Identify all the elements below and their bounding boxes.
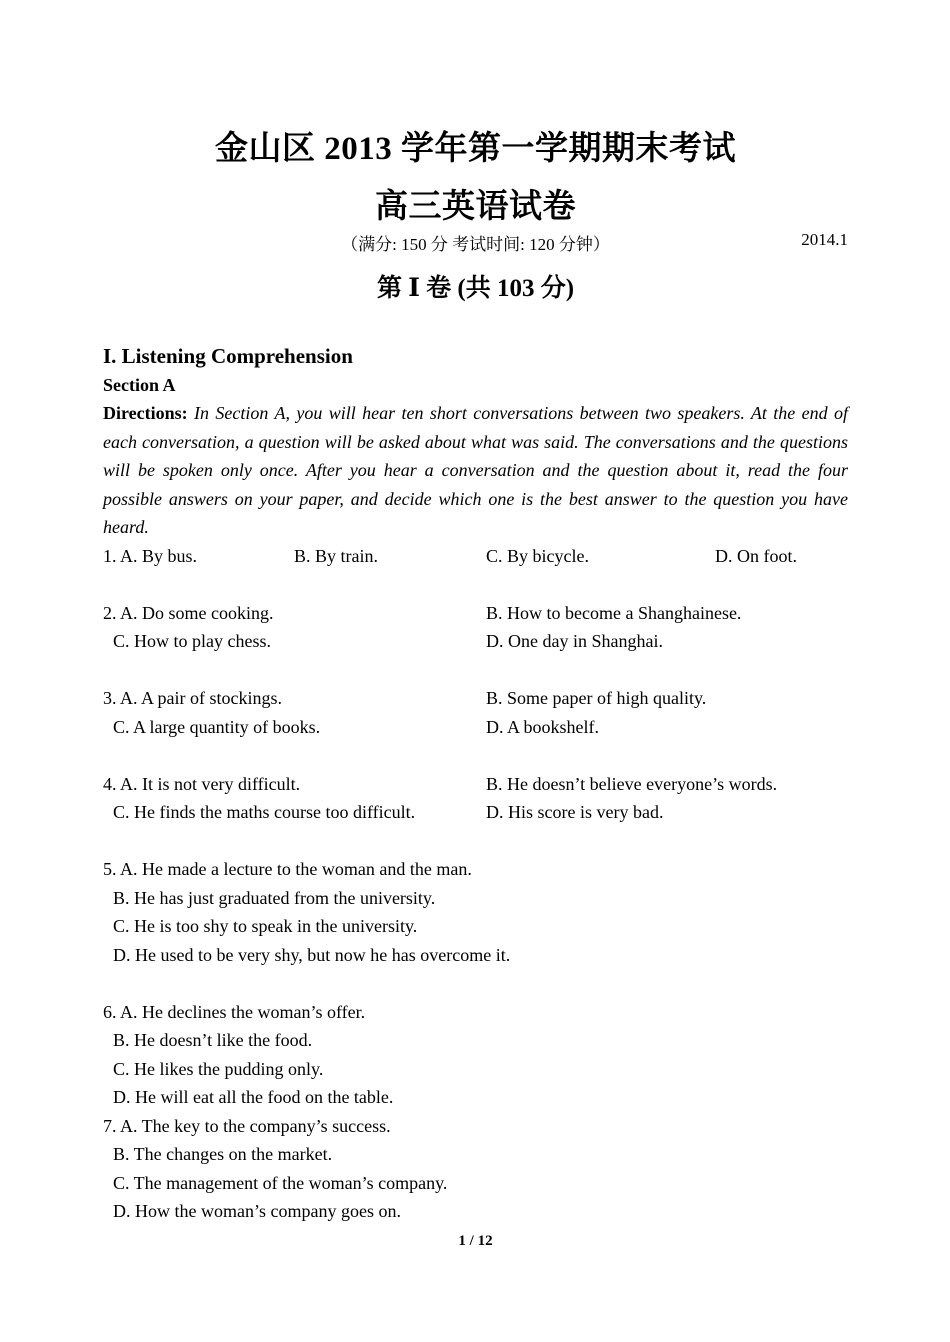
question-6-option-b: B. He doesn’t like the food. [113, 1030, 313, 1050]
question-5-option-b-row [103, 884, 848, 913]
question-2-option-d: D. One day in Shanghai. [486, 631, 663, 651]
question-3-option-d: D. A bookshelf. [486, 716, 600, 737]
question-4-row-1 [103, 770, 848, 799]
question-1-option-c: C. By bicycle. [486, 545, 589, 566]
question-7-option-c: C. The management of the woman’s company. [113, 1172, 448, 1193]
exam-info [103, 230, 848, 254]
question-2-option-b: B. How to become a Shanghainese. [486, 602, 742, 623]
question-6-option-c-row [103, 1055, 848, 1084]
question-7-option-a: 7. A. The key to the company’s success. [103, 1115, 391, 1136]
question-7-option-b-row [103, 1140, 848, 1169]
page-number: 1 / 12 [458, 1233, 493, 1249]
directions-text: In Section A, you will hear ten short conversations between two speakers. At the end of each conversation, a question will be asked about what was said. The conversations and the questions will be spoken only once. After you hear a conversation and the question about it, read the four possible answers on your paper, and decide which one is the best answer to the question you have heard. [103, 403, 848, 537]
question-6-option-b-row [103, 1026, 848, 1055]
question-5-option-c: C. He is too shy to speak in the university. [113, 916, 418, 936]
question-1-option-d: D. On foot. [715, 545, 797, 566]
question-5-option-a-row [103, 855, 848, 884]
question-4-option-d: D. His score is very bad. [486, 802, 664, 822]
question-4-option-b: B. He doesn’t believe everyone’s words. [486, 773, 778, 794]
question-4-option-a: 4. A. It is not very difficult. [103, 773, 301, 794]
question-7-option-b: B. The changes on the market. [113, 1144, 333, 1164]
question-1-option-a: 1. A. By bus. [103, 545, 198, 566]
directions-label: Directions: [103, 403, 188, 423]
question-1 [103, 542, 848, 571]
question-1-option-b: B. By train. [294, 545, 378, 566]
question-4-row-2 [103, 798, 848, 827]
question-7-option-c-row [103, 1169, 848, 1198]
question-6-option-a-row [103, 998, 848, 1027]
question-7-option-a-row [103, 1112, 848, 1141]
exam-date: 2014.1 [801, 230, 848, 249]
section-title: Section A [103, 375, 176, 395]
question-3-option-c: C. A large quantity of books. [113, 716, 321, 737]
question-3-option-b: B. Some paper of high quality. [486, 688, 707, 708]
directions [103, 399, 848, 542]
question-5-option-a: 5. A. He made a lecture to the woman and the man. [103, 859, 472, 879]
question-4-option-c: C. He finds the maths course too difficult. [113, 802, 416, 822]
question-6-option-a: 6. A. He declines the woman’s offer. [103, 1001, 366, 1022]
question-7-option-d: D. How the woman’s company goes on. [113, 1201, 401, 1221]
part-title: I. Listening Comprehension [103, 344, 353, 368]
question-6-option-d: D. He will eat all the food on the table. [113, 1087, 394, 1107]
question-6-option-d-row [103, 1083, 848, 1112]
question-3-row-2 [103, 713, 848, 742]
exam-title: 金山区 2013 学年第一学期期末考试 [215, 131, 736, 167]
question-5-option-c-row [103, 912, 848, 941]
question-5-option-d-row [103, 941, 848, 970]
exam-page [103, 0, 848, 1342]
volume-heading: 第 Ⅰ 卷 (共 103 分) [376, 275, 575, 302]
question-2-row-2 [103, 627, 848, 656]
exam-subtitle: 高三英语试卷 [375, 189, 576, 225]
question-5-option-b: B. He has just graduated from the university. [113, 887, 436, 908]
question-5-option-d: D. He used to be very shy, but now he has overcome it. [113, 944, 511, 965]
question-2-row-1 [103, 599, 848, 628]
question-2-option-a: 2. A. Do some cooking. [103, 602, 274, 623]
question-7-option-d-row [103, 1197, 848, 1226]
exam-score-time: （满分: 150 分 考试时间: 120 分钟） [341, 235, 610, 254]
question-3-row-1 [103, 684, 848, 713]
exam-body [103, 341, 848, 1226]
question-2-option-c: C. How to play chess. [113, 631, 271, 651]
question-6-option-c: C. He likes the pudding only. [113, 1058, 324, 1079]
question-3-option-a: 3. A. A pair of stockings. [103, 688, 282, 708]
